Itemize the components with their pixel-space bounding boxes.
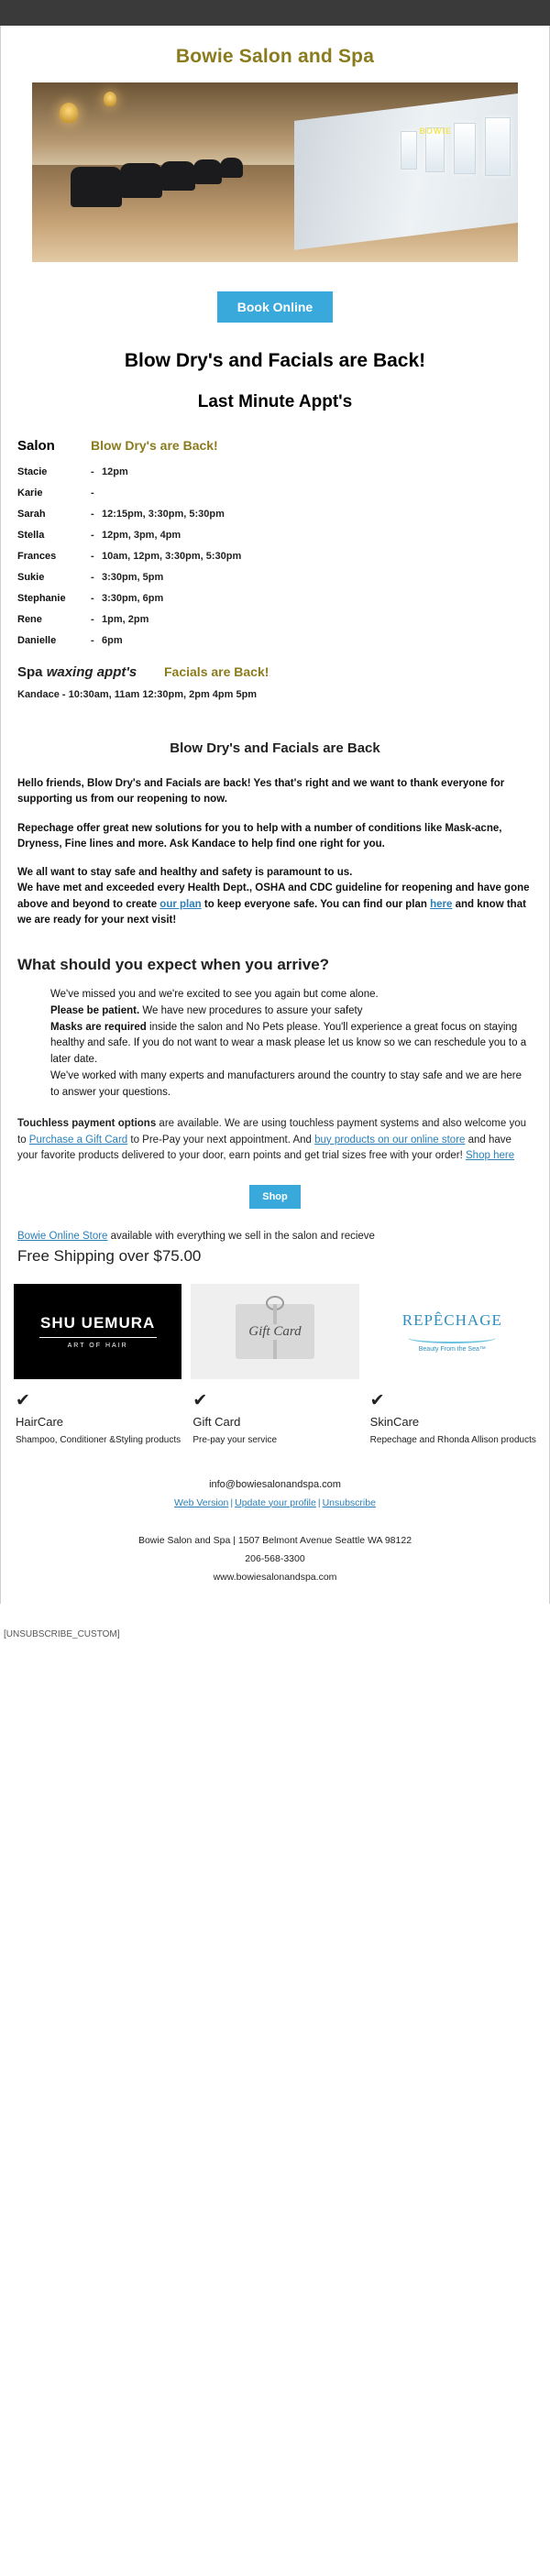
spa-label-italic: waxing appt's — [46, 664, 138, 680]
salon-interior-image — [32, 82, 518, 262]
repechage-logo-icon — [368, 1284, 536, 1379]
stylist-times: 6pm — [102, 635, 123, 646]
store-line-rest: available with everything we sell in the salon and recieve — [107, 1231, 375, 1243]
touchless-text-2: to Pre-Pay your next appointment. And — [127, 1134, 315, 1145]
card-skincare — [368, 1284, 536, 1448]
web-version-link[interactable]: Web Version — [174, 1496, 229, 1508]
card-title: Gift Card — [192, 1415, 241, 1430]
table-row — [17, 509, 533, 520]
touchless-text-1: are available. We are using touchless payment systems and also welcome you to — [17, 1117, 527, 1145]
row-dash: - — [91, 488, 94, 499]
shu-logo-sub: ART OF HAIR — [67, 1343, 128, 1350]
row-dash: - — [91, 466, 94, 477]
mirror-icon — [485, 117, 511, 176]
card-haircare — [14, 1284, 182, 1448]
stylist-times: 12pm — [102, 466, 128, 477]
link-separator: | — [317, 1496, 321, 1508]
paragraph-3 — [17, 865, 533, 928]
bowie-online-store-link[interactable]: Bowie Online Store — [17, 1231, 108, 1243]
shop-button-wrapper — [1, 1165, 549, 1214]
card-desc: Repechage and Rhonda Allison products — [369, 1435, 536, 1446]
stylist-name: Frances — [17, 551, 57, 562]
table-row — [17, 614, 533, 625]
stylist-name: Stella — [17, 530, 45, 541]
business-phone: 206-568-3300 — [245, 1553, 305, 1565]
salon-chair-icon — [160, 161, 195, 191]
purchase-gift-card-link[interactable]: Purchase a Gift Card — [28, 1134, 128, 1145]
paragraph-3a: We all want to stay safe and healthy and safety is paramount to us. — [17, 867, 353, 878]
pendant-lamp-icon — [104, 92, 116, 106]
shop-here-link[interactable]: Shop here — [466, 1150, 515, 1162]
checkmark-icon: ✔ — [16, 1391, 30, 1411]
checkmark-icon: ✔ — [192, 1391, 208, 1411]
brand-title: Bowie Salon and Spa — [175, 46, 375, 67]
footer — [1, 1448, 549, 1605]
shu-uemura-logo-icon — [14, 1284, 182, 1379]
expect-line-1 — [50, 987, 529, 1102]
table-row — [17, 593, 533, 604]
row-dash: - — [91, 509, 94, 520]
salon-chair-icon — [71, 167, 122, 207]
section-title: Blow Dry's and Facials are Back — [170, 740, 380, 756]
touchless-text-3: and have your favorite products delivered to your door, earn points and get trial sizes free with your order! — [17, 1134, 512, 1162]
salon-label: Salon — [17, 438, 55, 454]
expect-line-4: We've worked with many experts and manufacturers around the country to stay safe and we are here to answer your questions. — [50, 1070, 522, 1098]
email-frame — [0, 26, 550, 1604]
stylist-times: 12pm, 3pm, 4pm — [102, 530, 182, 541]
appointments-section — [1, 438, 549, 700]
kandace-times: Kandace - 10:30am, 11am 12:30pm, 2pm 4pm 5pm — [17, 689, 258, 700]
product-cards — [1, 1266, 549, 1448]
table-row — [17, 488, 533, 499]
here-link[interactable]: here — [430, 898, 453, 910]
stylist-name: Stacie — [17, 466, 48, 477]
row-dash: - — [91, 593, 94, 604]
row-dash: - — [91, 572, 94, 583]
row-dash: - — [91, 635, 94, 646]
our-plan-link[interactable]: our plan — [160, 898, 202, 910]
stylist-name: Rene — [17, 614, 42, 625]
free-shipping-text: Free Shipping over $75.00 — [17, 1247, 202, 1266]
shop-button[interactable]: Shop — [249, 1185, 301, 1209]
body-copy — [1, 776, 549, 928]
business-website: www.bowiesalonandspa.com — [213, 1572, 337, 1584]
card-gift-card — [191, 1284, 358, 1448]
table-row — [17, 551, 533, 562]
stylist-name: Karie — [17, 488, 43, 499]
paragraph-1: Hello friends, Blow Dry's and Facials are back! Yes that's right and we want to thank everyone for supporting us from our reopening to now. — [17, 778, 505, 806]
repechage-logo-sub: Beauty From the Sea™ — [418, 1345, 486, 1353]
gift-card-image-icon — [191, 1284, 358, 1379]
card-desc: Pre-pay your service — [192, 1435, 278, 1446]
pendant-lamp-icon — [60, 103, 78, 123]
store-line — [1, 1214, 549, 1242]
unsubscribe-link[interactable]: Unsubscribe — [322, 1496, 376, 1508]
appointments-header — [17, 438, 533, 454]
paragraph-3d: and know that we are ready for your next visit! — [17, 898, 526, 926]
checkmark-icon: ✔ — [369, 1391, 385, 1411]
table-row — [17, 572, 533, 583]
business-address: Bowie Salon and Spa | 1507 Belmont Avenue Seattle WA 98122 — [138, 1535, 412, 1547]
headline: Blow Dry's and Facials are Back! — [124, 350, 426, 371]
touchless-bold: Touchless payment options — [17, 1117, 157, 1129]
shu-logo-rule — [39, 1337, 157, 1338]
row-dash: - — [91, 551, 94, 562]
stylist-times: 3:30pm, 6pm — [102, 593, 164, 604]
stylist-name: Danielle — [17, 635, 57, 646]
mirror-icon — [454, 123, 476, 174]
row-dash: - — [91, 614, 94, 625]
row-dash: - — [91, 530, 94, 541]
be-patient-bold: Please be patient. — [50, 1004, 140, 1016]
spa-header — [17, 664, 533, 680]
card-desc: Shampoo, Conditioner &Styling products — [16, 1435, 182, 1446]
card-title: SkinCare — [369, 1415, 420, 1430]
table-row — [17, 530, 533, 541]
footer-links — [19, 1495, 531, 1513]
spa-label-plain: Spa — [17, 664, 47, 680]
blow-dry-label: Blow Dry's are Back! — [91, 438, 218, 453]
book-online-button[interactable]: Book Online — [217, 291, 333, 323]
expect-line-2-rest: We have new procedures to assure your safety — [139, 1004, 363, 1016]
stylist-times: 10am, 12pm, 3:30pm, 5:30pm — [102, 551, 242, 562]
paragraph-3b: We have met and exceeded every Health Dept., OSHA and CDC guideline for reopening and have gone above and beyond to create — [17, 882, 530, 910]
wall-sign-text: BOWIE — [419, 126, 452, 136]
spa-label — [17, 664, 164, 680]
expect-line-3-rest: inside the salon and No Pets please. You'll experience a great focus on staying healthy and safe. If you do not want to wear a mask please let us know so we can reschedule you to a later date. — [50, 1021, 527, 1066]
link-separator: | — [230, 1496, 234, 1508]
wave-shape — [408, 1332, 496, 1343]
contact-email: info@bowiesalonandspa.com — [209, 1478, 341, 1490]
book-online-wrapper — [1, 262, 549, 326]
unsubscribe-custom-token: [UNSUBSCRIBE_CUSTOM] — [4, 1629, 120, 1640]
table-row — [17, 466, 533, 477]
touchless-payment-paragraph — [1, 1116, 549, 1165]
stylist-times: 3:30pm, 5pm — [102, 572, 164, 583]
salon-chair-icon — [120, 163, 162, 198]
facials-label: Facials are Back! — [164, 664, 270, 679]
stylist-name: Stephanie — [17, 593, 66, 604]
masks-required-bold: Masks are required — [50, 1021, 147, 1033]
update-profile-link[interactable]: Update your profile — [235, 1496, 316, 1508]
stylist-name: Sarah — [17, 509, 46, 520]
footer-spacer — [19, 1587, 531, 1604]
expect-body — [1, 987, 549, 1102]
paragraph-3c: to keep everyone safe. You can find our plan — [201, 898, 431, 910]
stylist-name: Sukie — [17, 572, 45, 583]
salon-chair-icon — [193, 159, 222, 184]
hero-image-wrapper — [1, 82, 549, 262]
stylist-times: 12:15pm, 3:30pm, 5:30pm — [102, 509, 225, 520]
shu-logo-title: SHU UEMURA — [40, 1314, 156, 1332]
expect-line-1-text: We've missed you and we're excited to see you again but come alone. — [50, 989, 379, 1000]
subheadline: Last Minute Appt's — [197, 392, 353, 411]
card-title: HairCare — [16, 1415, 64, 1430]
expect-title: What should you expect when you arrive? — [17, 956, 330, 973]
mirror-icon — [401, 131, 417, 170]
paragraph-2: Repechage offer great new solutions for you to help with a number of conditions like Mask-acne, Dryness, Fine lines and more. Ask Kandace to help find one right for you. — [17, 822, 502, 850]
table-row — [17, 635, 533, 646]
online-store-link[interactable]: buy products on our online store — [314, 1134, 466, 1145]
gift-card-text: Gift Card — [246, 1324, 303, 1340]
salon-chair-icon — [220, 158, 243, 178]
top-bar — [0, 0, 550, 26]
repechage-logo-title: REPÊCHAGE — [402, 1310, 502, 1329]
gift-box-shape — [236, 1304, 314, 1359]
stylist-times: 1pm, 2pm — [102, 614, 149, 625]
